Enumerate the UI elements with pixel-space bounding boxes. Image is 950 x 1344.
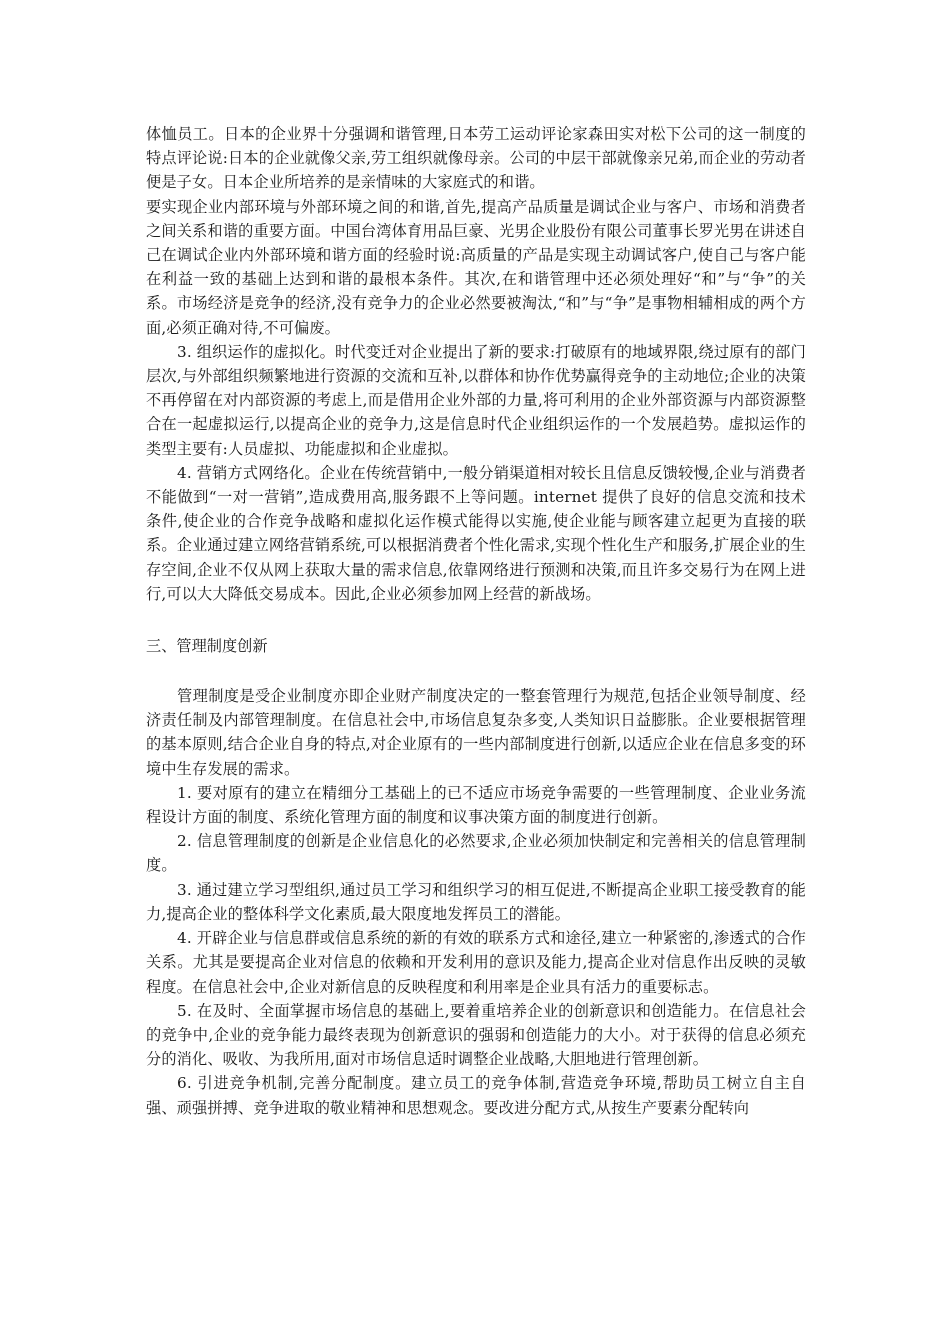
list-item-4: 4. 开辟企业与信息群或信息系统的新的有效的联系方式和途径,建立一种紧密的,渗透式的合作关系。尤其是要提高企业对信息的依赖和开发利用的意识及能力,提高企业对信息作出反映的灵敏程度。在信息社会中,企业对新信息的反映程度和利用率是企业具有活力的重要标志。 — [146, 929, 806, 996]
paragraph-network-marketing: 4. 营销方式网络化。企业在传统营销中,一般分销渠道相对较长且信息反馈较慢,企业与消费者不能做到“一对一营销”,造成费用高,服务跟不上等问题。internet 提供了良好的信息交流和技术条件,使企业的合作竞争战略和虚拟化运作模式能得以实施,使企业能与顾客建立起更为直接的联系。企业通过建立网络营销系统,可以根据消费者个性化需求,实现个性化生产和服务,扩展企业的生存空间,企业不仅从网上获取大量的需求信息,依靠网络进行预测和决策,而且许多交易行为在网上进行,可以大大降低交易成本。因此,企业必须参加网上经营的新战场。 — [146, 463, 806, 603]
list-item-5: 5. 在及时、全面掌握市场信息的基础上,要着重培养企业的创新意识和创造能力。在信息社会的竞争中,企业的竞争能力最终表现为创新意识的强弱和创造能力的大小。对于获得的信息必须充分的消化、吸收、为我所用,面对市场信息适时调整企业战略,大胆地进行管理创新。 — [146, 1001, 806, 1069]
document-page — [146, 122, 806, 1120]
section-heading: 三、管理制度创新 — [146, 637, 268, 656]
paragraph-management-system-intro: 管理制度是受企业制度亦即企业财产制度决定的一整套管理行为规范,包括企业领导制度、经济责任制及内部管理制度。在信息社会中,市场信息复杂多变,人类知识日益膨胀。企业要根据管理的基本原则,结合企业自身的特点,对企业原有的一些内部制度进行创新,以适应企业在信息多变的环境中生存发展的需求。 — [146, 687, 806, 778]
list-item-6: 6. 引进竞争机制,完善分配制度。建立员工的竞争体制,营造竞争环境,帮助员工树立自主自强、顽强拼搏、竞争进取的敬业精神和思想观念。要改进分配方式,从按生产要素分配转向 — [146, 1074, 806, 1117]
spacer — [146, 658, 806, 684]
paragraph-harmony-japan: 体恤员工。日本的企业界十分强调和谐管理,日本劳工运动评论家森田实对松下公司的这一制度的特点评论说:日本的企业就像父亲,劳工组织就像母亲。公司的中层干部就像亲兄弟,而企业的劳动者便是子女。日本企业所培养的是亲情味的大家庭式的和谐。 — [146, 125, 806, 192]
list-item-1: 1. 要对原有的建立在精细分工基础上的已不适应市场竞争需要的一些管理制度、企业业务流程设计方面的制度、系统化管理方面的制度和议事决策方面的制度进行创新。 — [146, 783, 806, 827]
paragraph-internal-external-harmony: 要实现企业内部环境与外部环境之间的和谐,首先,提高产品质量是调试企业与客户、市场和消费者之间关系和谐的重要方面。中国台湾体育用品巨豪、光男企业股份有限公司董事长罗光男在讲述自己在调试企业内外部环境和谐方面的经验时说:高质量的产品是实现主动调试客户,使自己与客户能在利益一致的基础上达到和谐的最根本条件。其次,在和谐管理中还必须处理好“和”与“争”的关系。市场经济是竞争的经济,没有竞争力的企业必然要被淘汰,“和”与“争”是事物相辅相成的两个方面,必须正确对待,不可偏废。 — [146, 197, 806, 337]
spacer — [146, 606, 806, 634]
list-item-2: 2. 信息管理制度的创新是企业信息化的必然要求,企业必须加快制定和完善相关的信息管理制度。 — [146, 832, 806, 875]
list-item-3: 3. 通过建立学习型组织,通过员工学习和组织学习的相互促进,不断提高企业职工接受教育的能力,提高企业的整体科学文化素质,最大限度地发挥员工的潜能。 — [146, 880, 806, 923]
paragraph-virtual-operation: 3. 组织运作的虚拟化。时代变迁对企业提出了新的要求:打破原有的地域界限,绕过原有的部门层次,与外部组织频繁地进行资源的交流和互补,以群体和协作优势赢得竞争的主动地位;企业的决策不再停留在对内部资源的考虑上,而是借用企业外部的力量,将可利用的企业外部资源与内部资源整合在一起虚拟运行,以提高企业的竞争力,这是信息时代企业组织运作的一个发展趋势。虚拟运作的类型主要有:人员虚拟、功能虚拟和企业虚拟。 — [146, 342, 806, 458]
